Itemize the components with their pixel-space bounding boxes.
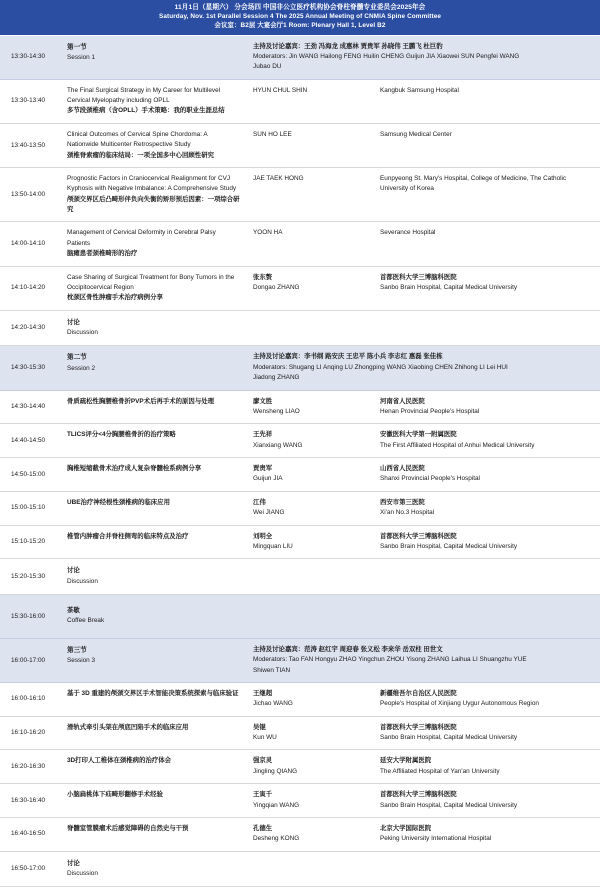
speaker xyxy=(250,784,377,817)
affiliation-chinese: 首都医科大学三博脑科医院 xyxy=(380,723,457,731)
affiliation-english: The First Affiliated Hospital of Anhui Medical University xyxy=(380,441,535,449)
speaker xyxy=(250,222,377,244)
break-label-chinese: 茶歇 xyxy=(67,607,80,615)
speaker xyxy=(250,526,377,559)
discussion-label-english: Discussion xyxy=(67,870,98,878)
speaker-name-english: YOON HA xyxy=(253,229,283,237)
affiliation-chinese: 安徽医科大学第一附属医院 xyxy=(380,431,457,439)
talk-title xyxy=(60,750,250,772)
row-time: 16:00-17:00 xyxy=(11,656,46,664)
banner-line-room: 会议室：B2层 大宴会厅1 Room: Plenary Hall 1, Level B2 xyxy=(214,22,386,30)
affiliation-chinese: 西安市第三医院 xyxy=(380,498,425,506)
speaker-name-chinese: 张东赘 xyxy=(253,273,273,281)
talk-title xyxy=(60,818,250,840)
talk-row xyxy=(0,683,600,717)
speaker-name-chinese: 吴锟 xyxy=(253,723,266,731)
moderators-english: Moderators: Tao FAN Hongyu ZHAO Yingchun ZHOU Yisong ZHANG Laihua LI Shuangzhu YUE Shiwen TIAN xyxy=(253,656,527,674)
affiliation-english: Kangbuk Samsung Hospital xyxy=(380,86,459,94)
affiliation-english: Sanbo Brain Hospital, Capital Medical University xyxy=(380,734,518,742)
affiliation xyxy=(377,458,600,491)
speaker xyxy=(250,818,377,851)
speaker-name-english: Dongao ZHANG xyxy=(253,283,300,291)
speaker-name-chinese: 王先祥 xyxy=(253,431,273,439)
talk-title xyxy=(60,80,250,123)
discussion-label-chinese: 讨论 xyxy=(67,318,80,326)
speaker xyxy=(250,750,377,783)
discussion-row xyxy=(0,559,600,595)
talk-title-chinese: 骨质疏松性胸腰椎骨折PVP术后再手术的原因与处理 xyxy=(67,397,214,405)
talk-title xyxy=(60,391,250,413)
talk-title xyxy=(60,424,250,446)
row-time: 14:00-14:10 xyxy=(11,240,46,248)
talk-title-english: Prognostic Factors in Craniocervical Realignment for CVJ Kyphosis with Negative Imbalance: A Comprehensive Study xyxy=(67,174,237,193)
affiliation-english: People's Hospital of Xinjiang Uygur Autonomous Region xyxy=(380,700,539,708)
speaker xyxy=(250,80,377,102)
affiliation xyxy=(377,683,600,716)
talk-title xyxy=(60,784,250,806)
talk-title xyxy=(60,458,250,480)
speaker-name-english: HYUN CHUL SHIN xyxy=(253,86,308,94)
speaker xyxy=(250,717,377,750)
schedule-table xyxy=(0,36,600,887)
row-time: 16:00-16:10 xyxy=(11,695,46,703)
speaker-name-chinese: 江伟 xyxy=(253,498,266,506)
affiliation xyxy=(377,784,600,817)
speaker-name-english: Wensheng LIAO xyxy=(253,407,300,415)
moderators xyxy=(250,36,535,79)
moderators xyxy=(250,346,535,389)
talk-row xyxy=(0,492,600,526)
talk-title xyxy=(60,717,250,739)
speaker-name-chinese: 王寅千 xyxy=(253,791,273,799)
speaker-name-english: Jichao WANG xyxy=(253,700,293,708)
affiliation xyxy=(377,168,600,201)
affiliation-chinese: 新疆维吾尔自治区人民医院 xyxy=(380,689,457,697)
affiliation xyxy=(377,424,600,457)
talk-row xyxy=(0,168,600,223)
speaker xyxy=(250,168,377,190)
talk-row xyxy=(0,717,600,751)
row-time: 14:30-14:40 xyxy=(11,403,46,411)
session-label-english: Session 1 xyxy=(67,54,96,62)
talk-title-chinese: 基于 3D 重建的颅颈交界区手术智能决策系统探索与临床验证 xyxy=(67,689,239,697)
affiliation-english: Shanxi Provincial People's Hospital xyxy=(380,475,480,483)
row-time: 14:20-14:30 xyxy=(11,324,46,332)
talk-row xyxy=(0,784,600,818)
talk-row xyxy=(0,458,600,492)
speaker xyxy=(250,124,377,146)
talk-row xyxy=(0,424,600,458)
talk-title-chinese: 脊髓室管膜瘤术后感觉障碍的自然史与干预 xyxy=(67,824,189,832)
speaker-name-chinese: 王继超 xyxy=(253,689,273,697)
talk-row xyxy=(0,80,600,124)
affiliation-chinese: 首都医科大学三博脑科医院 xyxy=(380,273,457,281)
affiliation xyxy=(377,526,600,559)
speaker-name-chinese: 廖文胜 xyxy=(253,397,273,405)
moderators-chinese: 主持及讨论嘉宾：范涛 赵红宇 周迎春 张义松 李来华 岳双柱 田世文 xyxy=(253,645,443,653)
speaker-name-english: Yingqian WANG xyxy=(253,801,300,809)
talk-title-chinese: UBE治疗神经根性颈椎病的临床应用 xyxy=(67,498,170,506)
banner-line-english: Saturday, Nov. 1st Parallel Session 4 The 2025 Annual Meeting of CNMIA Spine Committee xyxy=(158,13,442,21)
break-label xyxy=(60,595,250,638)
affiliation-chinese: 延安大学附属医院 xyxy=(380,757,432,765)
talk-title xyxy=(60,492,250,514)
coffee-break-row xyxy=(0,595,600,639)
row-time: 13:30-14:30 xyxy=(11,53,46,61)
session-label-english: Session 2 xyxy=(67,365,96,373)
row-time: 16:20-16:30 xyxy=(11,762,46,770)
row-time: 14:40-14:50 xyxy=(11,436,46,444)
affiliation-english: Sanbo Brain Hospital, Capital Medical University xyxy=(380,801,518,809)
session-label xyxy=(60,639,250,674)
affiliation xyxy=(377,267,600,300)
affiliation-english: Xi'an No.3 Hospital xyxy=(380,509,435,517)
speaker-name-chinese: 刘明全 xyxy=(253,532,273,540)
affiliation xyxy=(377,818,600,851)
affiliation xyxy=(377,717,600,750)
talk-row xyxy=(0,750,600,784)
row-time: 13:30-13:40 xyxy=(11,97,46,105)
discussion-label-english: Discussion xyxy=(67,577,98,585)
session-header-row xyxy=(0,36,600,80)
speaker-name-english: Xianxiang WANG xyxy=(253,441,303,449)
affiliation xyxy=(377,124,600,146)
session-label-chinese: 第一节 xyxy=(67,43,87,51)
speaker-name-chinese: 贾贵军 xyxy=(253,465,273,473)
speaker xyxy=(250,424,377,457)
discussion-label-chinese: 讨论 xyxy=(67,859,80,867)
discussion-row xyxy=(0,311,600,347)
talk-title xyxy=(60,168,250,222)
row-time: 13:50-14:00 xyxy=(11,190,46,198)
speaker xyxy=(250,492,377,525)
moderators-english: Moderators: Shugang LI Anqing LU Zhongping WANG Xiaobing CHEN Zhihong LI Lei HUI Jiadong ZHANG xyxy=(253,363,508,382)
row-time: 13:40-13:50 xyxy=(11,141,46,149)
talk-title-chinese: 小脑扁桃体下疝畸形翻修手术经验 xyxy=(67,791,163,799)
row-time: 16:50-17:00 xyxy=(11,865,46,873)
affiliation xyxy=(377,750,600,783)
talk-row xyxy=(0,818,600,852)
speaker xyxy=(250,391,377,424)
talk-title xyxy=(60,124,250,167)
speaker-name-english: Wei JIANG xyxy=(253,509,285,517)
talk-title-english: Case Sharing of Surgical Treatment for Bony Tumors in the Occipitocervical Region xyxy=(67,273,235,291)
moderators-chinese: 主持及讨论嘉宾：王劲 冯海龙 成惠林 贾贵军 孙晓伟 王鹏飞 杜巨豹 xyxy=(253,42,443,50)
row-time: 15:30-16:00 xyxy=(11,612,46,620)
affiliation xyxy=(377,492,600,525)
session-label xyxy=(60,346,250,381)
talk-row xyxy=(0,391,600,425)
discussion-label xyxy=(60,559,250,594)
talk-title xyxy=(60,222,250,265)
talk-row xyxy=(0,124,600,168)
row-time: 14:10-14:20 xyxy=(11,284,46,292)
banner-line-chinese: 11月1日（星期六） 分会场四 中国非公立医疗机构协会脊柱脊髓专业委员会2025年会 xyxy=(174,4,426,11)
affiliation-chinese: 北京大学国际医院 xyxy=(380,824,432,832)
affiliation-english: Sanbo Brain Hospital, Capital Medical University xyxy=(380,542,518,550)
talk-row xyxy=(0,267,600,311)
talk-title xyxy=(60,526,250,548)
affiliation-english: Sanbo Brain Hospital, Capital Medical University xyxy=(380,283,518,291)
talk-row xyxy=(0,222,600,266)
speaker-name-english: JAE TAEK HONG xyxy=(253,174,304,182)
row-time: 15:10-15:20 xyxy=(11,538,46,546)
break-label-english: Coffee Break xyxy=(67,617,105,625)
talk-title-chinese: 颅颈交界区后凸畸形伴负向失衡的矫形预后因素：一项综合研究 xyxy=(67,195,240,214)
row-time: 16:30-16:40 xyxy=(11,796,46,804)
row-time: 16:40-16:50 xyxy=(11,830,46,838)
affiliation-english: Samsung Medical Center xyxy=(380,130,452,138)
talk-title-english: Management of Cervical Deformity in Cerebral Palsy Patients xyxy=(67,229,216,247)
affiliation xyxy=(377,222,600,244)
speaker-name-english: Jingling QIANG xyxy=(253,767,298,775)
session-label-chinese: 第三节 xyxy=(67,646,87,654)
affiliation xyxy=(377,391,600,424)
speaker xyxy=(250,267,377,300)
session-header-row xyxy=(0,346,600,390)
row-time: 15:20-15:30 xyxy=(11,572,46,580)
speaker-name-english: Guijun JIA xyxy=(253,475,283,483)
talk-title-english: Clinical Outcomes of Cervical Spine Chordoma: A Nationwide Multicenter Retrospective Study xyxy=(67,130,208,149)
affiliation-chinese: 山西省人民医院 xyxy=(380,465,425,473)
talk-title xyxy=(60,683,250,705)
discussion-label-english: Discussion xyxy=(67,329,98,337)
affiliation-english: Peking University International Hospital xyxy=(380,835,492,843)
speaker-name-chinese: 孔德生 xyxy=(253,824,273,832)
speaker-name-chinese: 强京灵 xyxy=(253,757,273,765)
talk-title-chinese: 脑瘫患者颈椎畸形的治疗 xyxy=(67,250,138,258)
affiliation-english: Henan Provincial People's Hospital xyxy=(380,407,480,415)
talk-title-chinese: 椎管内肿瘤合并脊柱侧弯的临床特点及治疗 xyxy=(67,532,189,540)
speaker-name-english: SUN HO LEE xyxy=(253,130,292,138)
talk-title-chinese: 颈椎脊索瘤的临床结局：一项全国多中心回顾性研究 xyxy=(67,151,214,159)
row-time: 14:30-15:30 xyxy=(11,364,46,372)
talk-title-chinese: 滑轨式牵引头架在颅底凹陷手术的临床应用 xyxy=(67,723,189,731)
speaker-name-english: Kun WU xyxy=(253,734,277,742)
row-time: 15:00-15:10 xyxy=(11,504,46,512)
talk-title-chinese: 胸椎短缩截骨术治疗成人复杂脊髓栓系病例分享 xyxy=(67,465,202,473)
affiliation-english: Eunpyeong St. Mary's Hospital, College of Medicine, The Catholic University of Korea xyxy=(380,174,567,193)
session-label-chinese: 第二节 xyxy=(67,354,87,362)
talk-title-chinese: 枕颈区骨性肿瘤手术治疗病例分享 xyxy=(67,294,163,302)
moderators-chinese: 主持及讨论嘉宾：李书纲 路安庆 王忠平 陈小兵 李志红 惠磊 张佳栋 xyxy=(253,353,443,361)
speaker xyxy=(250,683,377,716)
talk-title-english: The Final Surgical Strategy in My Career for Multilevel Cervical Myelopathy including OPLL xyxy=(67,86,221,105)
affiliation-chinese: 首都医科大学三博脑科医院 xyxy=(380,532,457,540)
discussion-label xyxy=(60,311,250,346)
row-time: 16:10-16:20 xyxy=(11,729,46,737)
session-label xyxy=(60,36,250,71)
discussion-label-chinese: 讨论 xyxy=(67,567,80,575)
talk-title-chinese: TLICS评分<4分胸腰椎骨折的治疗策略 xyxy=(67,431,176,439)
speaker-name-english: Mingquan LIU xyxy=(253,542,293,550)
affiliation-english: The Affiliated Hospital of Yan'an University xyxy=(380,767,500,775)
affiliation-chinese: 河南省人民医院 xyxy=(380,397,425,405)
talk-row xyxy=(0,526,600,560)
moderators xyxy=(250,639,535,682)
talk-title xyxy=(60,267,250,310)
affiliation-chinese: 首都医科大学三博脑科医院 xyxy=(380,791,457,799)
affiliation-english: Severance Hospital xyxy=(380,229,436,237)
moderators-english: Moderators: Jin WANG Hailong FENG Huilin CHENG Guijun JIA Xiaowei SUN Pengfei WANG Jubao DU xyxy=(253,52,520,71)
talk-title-chinese: 3D打印人工椎体在颈椎病的治疗体会 xyxy=(67,757,172,765)
discussion-row xyxy=(0,852,600,887)
affiliation xyxy=(377,80,600,102)
speaker-name-english: Desheng KONG xyxy=(253,835,300,843)
session-header-row xyxy=(0,639,600,683)
talk-title-chinese: 多节段颈椎病（含OPLL）手术策略：我的职业生涯总结 xyxy=(67,107,225,115)
session-label-english: Session 3 xyxy=(67,657,96,665)
row-time: 14:50-15:00 xyxy=(11,470,46,478)
conference-banner xyxy=(0,0,600,35)
speaker xyxy=(250,458,377,491)
discussion-label xyxy=(60,852,250,887)
